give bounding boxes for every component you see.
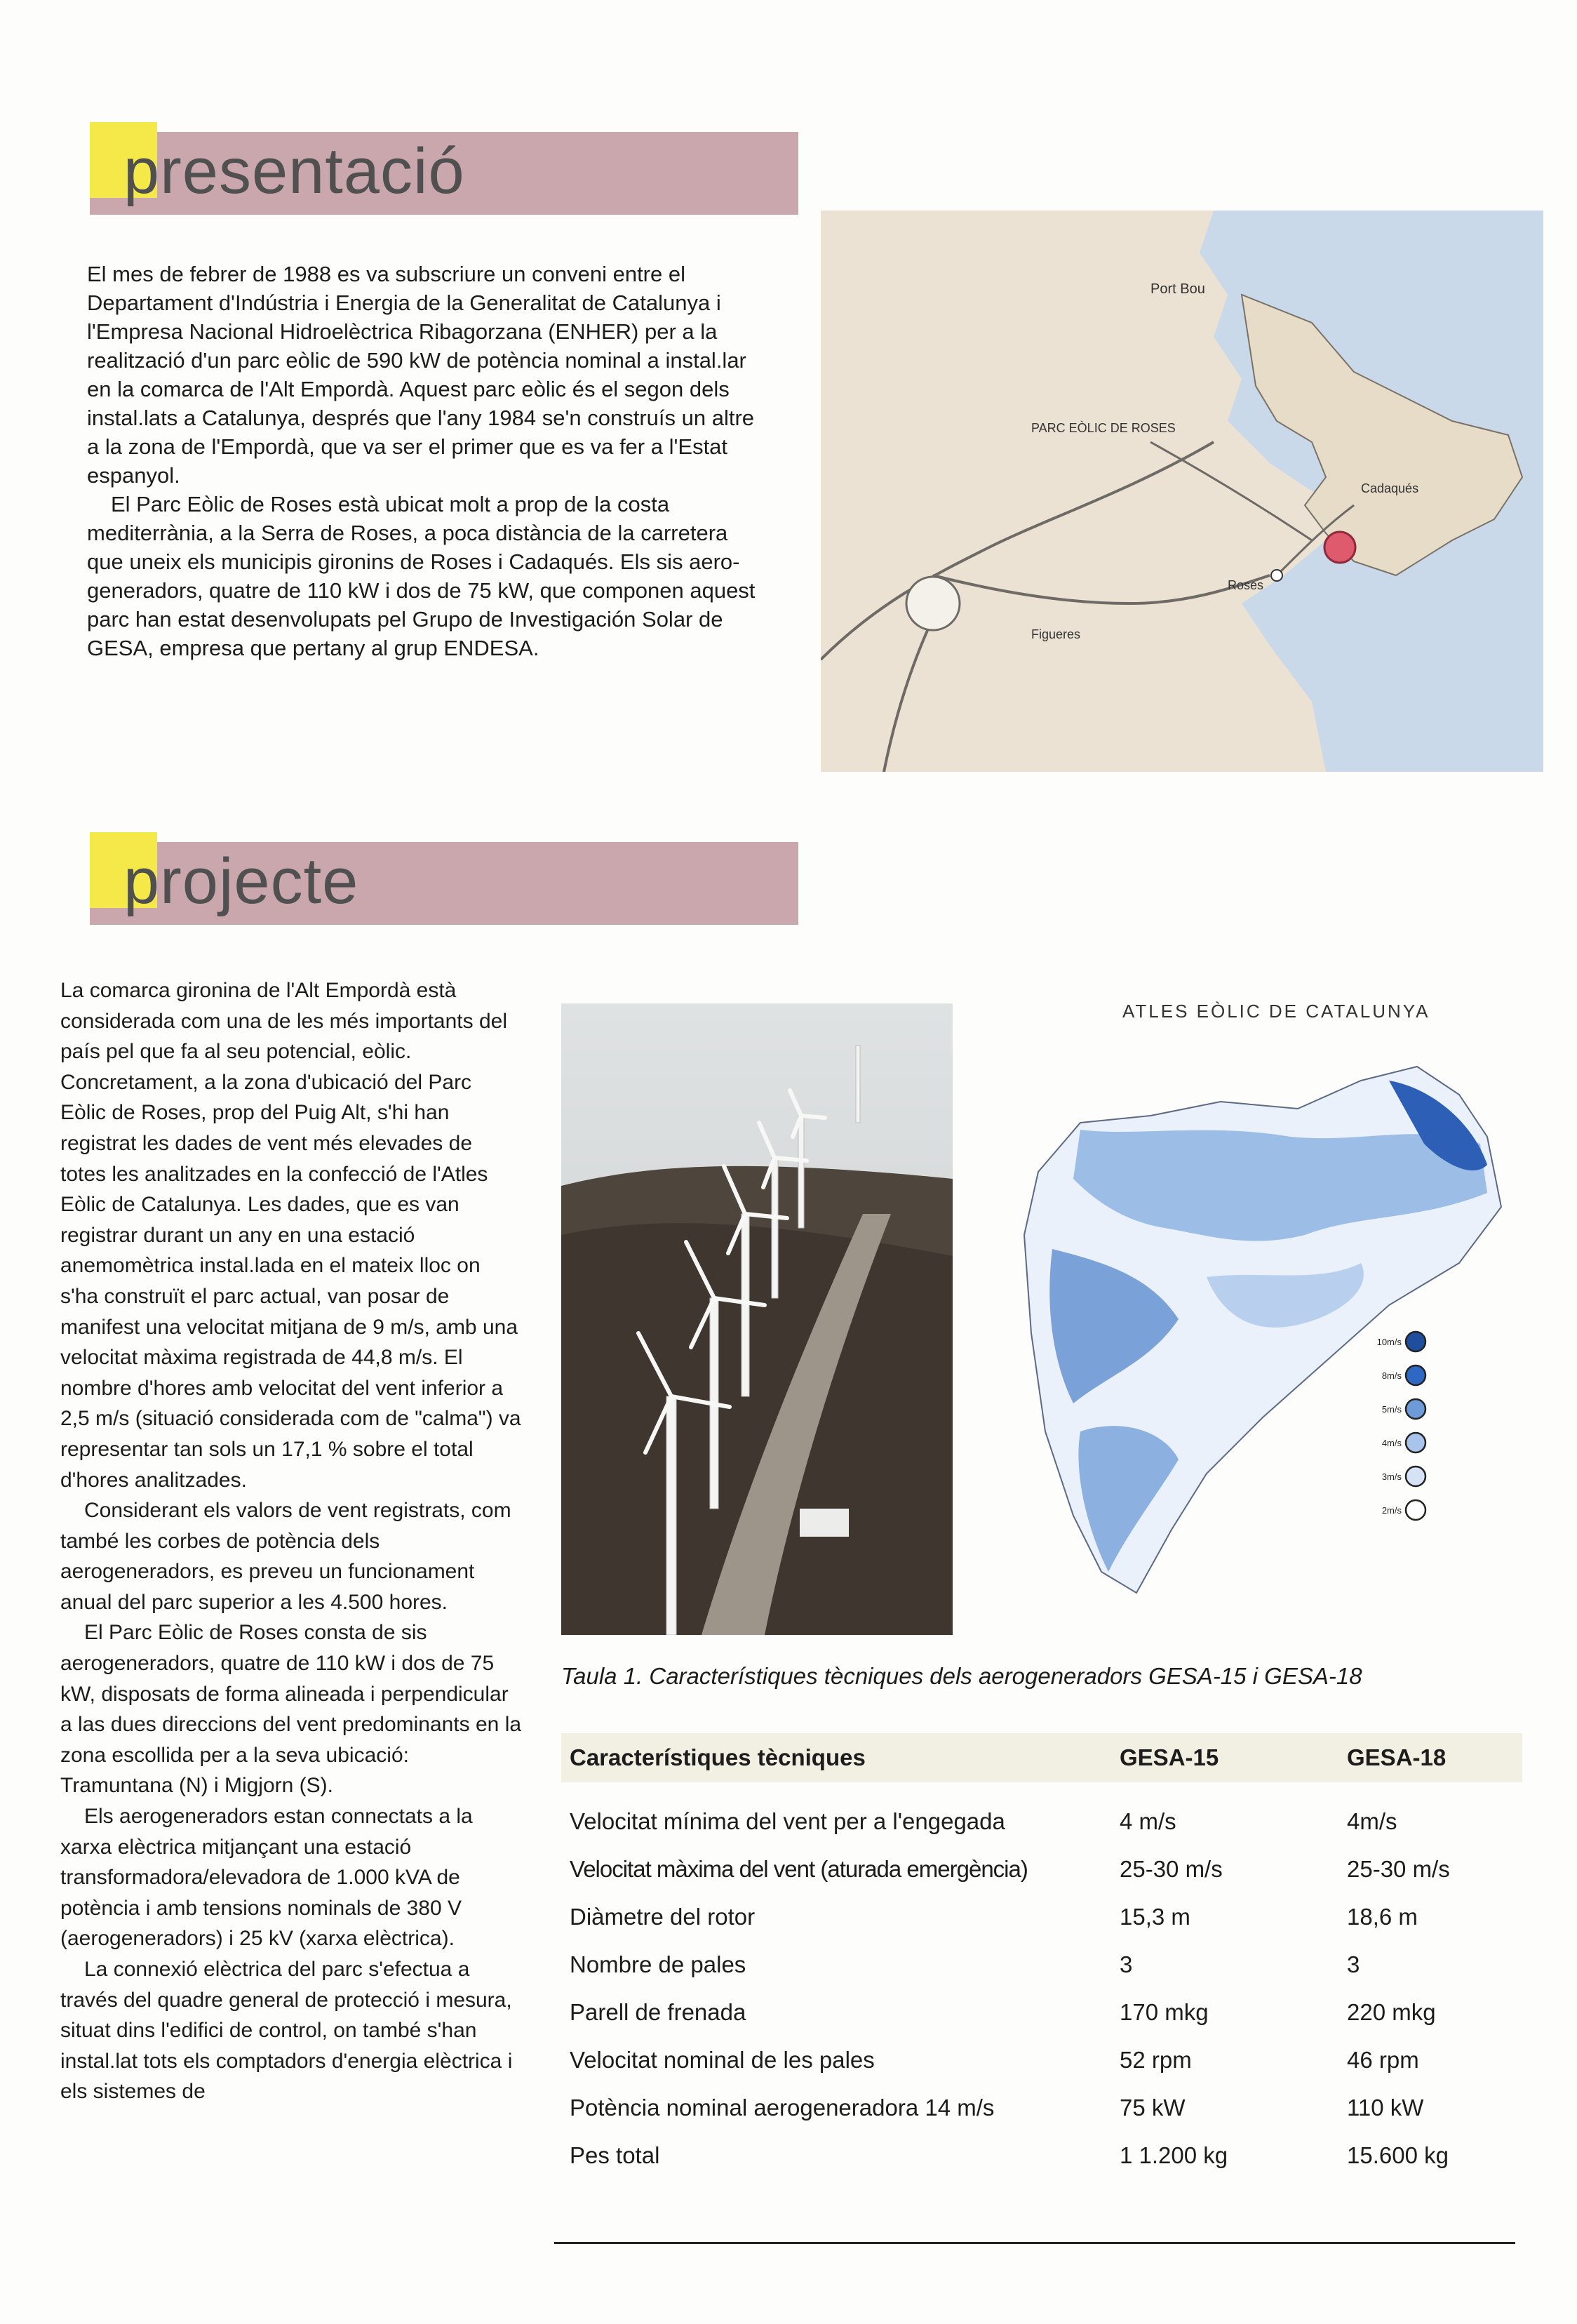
table-row	[561, 1941, 1522, 1989]
table-cell: 170 mkg	[1120, 1999, 1209, 2025]
atlas-title: ATLES EÒLIC DE CATALUNYA	[1122, 1001, 1430, 1022]
section-header-projecte	[90, 842, 798, 925]
table-cell: Nombre de pales	[570, 1951, 746, 1977]
table-cell: 3	[1347, 1951, 1360, 1977]
table-cell: 52 rpm	[1120, 2047, 1192, 2073]
wind-atlas-map	[996, 996, 1543, 1614]
paragraph: La comarca gironina de l'Alt Empordà està considerada com una de les més importants del país pel que fa al seu potencial, eòlic. Concretament, a la zona d'ubicació del Parc Eòlic de Roses, prop del Puig Alt, s'hi han registrat les dades de vent més elevades de totes les analitzades en la confecció de l'Atles Eòlic de Catalunya. Les dades, que es van registrar durant un any en una estació anemomètrica instal.lada en el mateix lloc on s'ha construït el parc actual, van posar de manifest una velocitat mitjana de 9 m/s, amb una velocitat màxima registrada de 44,8 m/s. El nombre d'hores amb velocitat del vent inferior a 2,5 m/s (situació considerada com de "calma") va representar tan sols un 17,1 % sobre el total d'hores analitzades.	[60, 979, 521, 1492]
table-cell: 15,3 m	[1120, 1904, 1190, 1930]
map-label-figueres: Figueres	[1031, 627, 1081, 641]
table-cell: 75 kW	[1120, 2095, 1186, 2121]
table-row	[561, 2036, 1522, 2084]
table-caption: Taula 1. Característiques tècniques dels aerogeneradors GESA-15 i GESA-18	[561, 1663, 1362, 1689]
paragraph: El Parc Eòlic de Roses consta de sis aerogeneradors, quatre de 110 kW i dos de 75 kW, disposats de forma alineada i perpendicular a las dues direccions del vent predominants en la zona escollida per a la seva ubicació: Tramuntana (N) i Migjorn (S).	[60, 1621, 522, 1798]
table-cell: Parell de frenada	[570, 1999, 746, 2025]
table-row	[561, 1893, 1522, 1941]
table-row	[561, 1845, 1522, 1893]
map-label-port-bou: Port Bou	[1150, 281, 1205, 297]
map-label-parc: PARC EÒLIC DE ROSES	[1031, 421, 1176, 435]
table-cell: 4m/s	[1347, 1808, 1397, 1834]
legend-label: 8m/s	[1381, 1370, 1402, 1381]
table-row	[561, 1989, 1522, 2036]
map-label-cadaques: Cadaqués	[1361, 481, 1419, 495]
map-label-roses: Roses	[1228, 578, 1264, 592]
legend-label: 3m/s	[1381, 1471, 1402, 1482]
table-row	[561, 2084, 1522, 2132]
table-cell: Velocitat mínima del vent per a l'engegada	[570, 1808, 1005, 1834]
paragraph: Considerant els valors de vent registrats, com també les corbes de potència dels aerogeneradors, es preveu un funcionament anual del parc superior a les 4.500 hores.	[60, 1499, 511, 1614]
table-cell: Potència nominal aerogeneradora 14 m/s	[570, 2095, 995, 2121]
table-cell: Diàmetre del rotor	[570, 1904, 756, 1930]
table-cell: 4 m/s	[1120, 1808, 1176, 1834]
table-header: GESA-15	[1111, 1733, 1338, 1782]
paragraph: El Parc Eòlic de Roses està ubicat molt a prop de la costa mediterrània, a la Serra de Roses, a poca distància de la carretera que uneix els municipis gironins de Roses i Cadaqués. Els sis aero-generadors, quatre de 110 kW i dos de 75 kW, que componen aquest parc han estat desenvolupats pel Grupo de Investigación Solar de GESA, empresa que pertany al grup ENDESA.	[87, 492, 756, 660]
table-cell: 110 kW	[1347, 2095, 1424, 2121]
table-header: Característiques tècniques	[561, 1733, 1111, 1782]
section-header-presentacio	[90, 132, 798, 215]
table-row	[561, 2132, 1522, 2179]
table-cell: Pes total	[570, 2142, 660, 2168]
presentacio-text	[87, 260, 760, 662]
location-map	[821, 211, 1543, 772]
paragraph: Els aerogeneradors estan connectats a la xarxa elèctrica mitjançant una estació transformadora/elevadora de 1.000 kVA de potència i amb tensions nominals de 380 V (aerogeneradors) i 25 kV (xarxa elèctrica).	[60, 1805, 473, 1951]
table-header-row	[561, 1733, 1522, 1782]
legend-label: 4m/s	[1381, 1438, 1402, 1448]
table-cell: 220 mkg	[1347, 1999, 1436, 2025]
table-cell: 15.600 kg	[1347, 2142, 1449, 2168]
bottom-rule	[554, 2242, 1515, 2244]
table-cell: 46 rpm	[1347, 2047, 1419, 2073]
section-title: projecte	[123, 846, 359, 917]
legend-label: 5m/s	[1381, 1404, 1402, 1415]
table-cell: 25-30 m/s	[1347, 1856, 1450, 1882]
table-header: GESA-18	[1338, 1733, 1522, 1782]
projecte-text	[60, 975, 522, 2107]
paragraph: La connexió elèctrica del parc s'efectua a través del quadre general de protecció i mesura, situat dins l'edifici de control, on també s'han instal.lat tots els comptadors d'energia elèctrica i els sistemes de	[60, 1958, 513, 2104]
table-cell: Velocitat màxima del vent (aturada emergència)	[570, 1856, 1028, 1882]
table-cell: 25-30 m/s	[1120, 1856, 1223, 1882]
legend-label: 10m/s	[1376, 1337, 1402, 1347]
table-cell: 18,6 m	[1347, 1904, 1418, 1930]
section-title: presentació	[123, 135, 465, 207]
table-cell: 1 1.200 kg	[1120, 2142, 1228, 2168]
wind-turbines-photo	[561, 1003, 953, 1635]
table-cell: 3	[1120, 1951, 1133, 1977]
table-cell: Velocitat nominal de les pales	[570, 2047, 875, 2073]
legend-label: 2m/s	[1381, 1505, 1402, 1516]
spec-table	[561, 1733, 1522, 2179]
table-row	[561, 1798, 1522, 1845]
paragraph: El mes de febrer de 1988 es va subscriure un conveni entre el Departament d'Indústria i Energia de la Generalitat de Catalunya i l'Empresa Nacional Hidroelèctrica Ribagorzana (ENHER) per a la realització d'un parc eòlic de 590 kW de potència nominal a instal.lar en la comarca de l'Alt Empordà. Aquest parc eòlic és el segon dels instal.lats a Catalunya, després que l'any 1984 se'n construís un altre a la zona de l'Empordà, que va ser el primer que es va fer a l'Estat espanyol.	[87, 262, 755, 488]
